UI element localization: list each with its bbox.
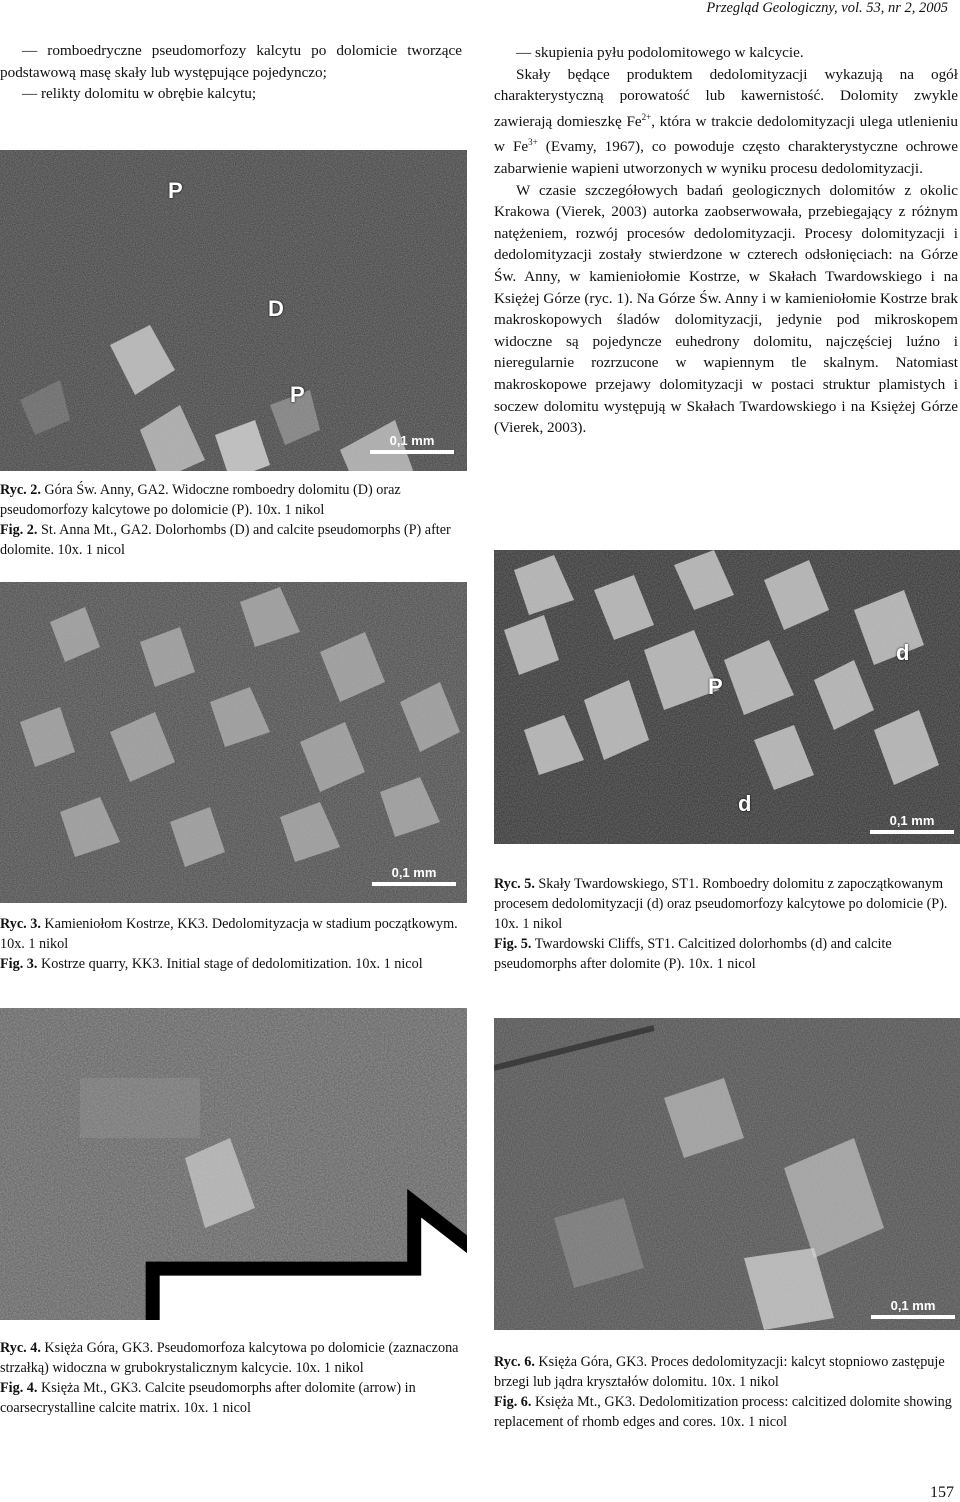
intro-item-1: — romboedryczne pseudomorfozy kalcytu po dolomicie tworzące podstawową masę skały lub występujące pojedynczo; — [0, 42, 462, 81]
fig3-cap-en-label: Fig. 3. — [0, 956, 38, 972]
figure-5-caption — [494, 874, 958, 974]
fig5-cap-en: Twardowski Cliffs, ST1. Calcitized dolorhombs (d) and calcite pseudomorphs after dolomite (P). 10x. 1 nicol — [494, 936, 892, 972]
figure-2-photo — [0, 150, 467, 471]
fig5-label-d1: d — [896, 640, 910, 665]
fig4-cap-pl: Księża Góra, GK3. Pseudomorfoza kalcytowa po dolomicie (zaznaczona strzałką) widoczna w grubokrystalicznym kalcycie. 10x. 1 nikol — [0, 1340, 459, 1376]
fig5-scale-label: 0,1 mm — [889, 813, 935, 828]
fig6-cap-en: Księża Mt., GK3. Dedolomitization process: calcitized dolomite showing replacement of rhomb edges and cores. 10x. 1 nicol — [494, 1394, 952, 1430]
fig4-cap-en: Księża Mt., GK3. Calcite pseudomorphs after dolomite (arrow) in coarsecrystalline calcite matrix. 10x. 1 nicol — [0, 1380, 416, 1416]
fig3-scale-label: 0,1 mm — [391, 865, 437, 880]
right-para-1: — skupienia pyłu podolomitowego w kalcycie. — [516, 44, 804, 61]
fig2-scale-label: 0,1 mm — [389, 433, 435, 448]
fig5-cap-pl-label: Ryc. 5. — [494, 876, 535, 892]
fig5-cap-en-label: Fig. 5. — [494, 936, 532, 952]
fig4-scale-bar — [372, 1289, 456, 1310]
fig3-cap-pl-label: Ryc. 3. — [0, 916, 41, 932]
fig3-cap-pl: Kamieniołom Kostrze, KK3. Dedolomityzacja w stadium początkowym. 10x. 1 nikol — [0, 916, 458, 952]
right-para-2: Skały będące produktem dedolomityzacji wykazują na ogół charakterystyczną porowatość lub kawernistość. Dolomity zwykle zawierają domieszkę $Fe^{2+}$, która w trakcie dedolomityzacji ulega utlenieniu w $Fe^{3+}$ (Evamy, 1967), co powoduje często charakterystyczne ochrowe zabarwienie wapieni utworzonych w wyniku procesu dedolomityzacji. — [494, 65, 959, 178]
fig2-label-p2: P — [290, 382, 305, 407]
fig2-cap-pl-label: Ryc. 2. — [0, 482, 41, 498]
fig6-scale-bar — [871, 1298, 955, 1319]
figure-3-photo — [0, 582, 467, 903]
fig6-cap-pl: Księża Góra, GK3. Proces dedolomityzacji: kalcyt stopniowo zastępuje brzegi lub jądra kryształów dolomitu. 10x. 1 nikol — [494, 1354, 945, 1390]
figure-4-photo — [0, 1008, 467, 1320]
fig4-scale-label: 0,1 mm — [391, 1289, 437, 1304]
figure-6-caption — [494, 1352, 958, 1432]
fig2-scale-bar — [370, 433, 454, 454]
figure-3-caption — [0, 914, 466, 974]
figure-6-photo — [494, 1018, 960, 1330]
figure-4-caption — [0, 1338, 470, 1418]
left-intro — [0, 40, 462, 105]
fig5-cap-pl: Skały Twardowskiego, ST1. Romboedry dolomitu z zapoczątkowanym procesem dedolomityzacji (d) oraz pseudomorfozy kalcytowe po dolomicie (P). 10x. 1 nikol — [494, 876, 948, 932]
journal-header: Przegląd Geologiczny, vol. 53, nr 2, 2005 — [706, 0, 948, 16]
fig5-label-d2: d — [738, 791, 752, 816]
figure-2-caption — [0, 480, 466, 560]
fig3-scale-bar — [372, 865, 456, 886]
fig6-scale-label: 0,1 mm — [890, 1298, 936, 1313]
fig6-cap-en-label: Fig. 6. — [494, 1394, 532, 1410]
right-text-column — [494, 42, 958, 439]
fig2-cap-en-label: Fig. 2. — [0, 522, 38, 538]
fig2-cap-pl: Góra Św. Anny, GA2. Widoczne romboedry dolomitu (D) oraz pseudomorfozy kalcytowe po dolomicie (P). 10x. 1 nikol — [0, 482, 401, 518]
figure-5-photo — [494, 550, 960, 844]
fig5-scale-bar — [870, 813, 954, 834]
fig3-cap-en: Kostrze quarry, KK3. Initial stage of dedolomitization. 10x. 1 nicol — [37, 956, 423, 972]
fig2-label-d: D — [268, 296, 284, 321]
fig5-label-p: P — [708, 674, 723, 699]
fig2-cap-en: St. Anna Mt., GA2. Dolorhombs (D) and calcite pseudomorphs (P) after dolomite. 10x. 1 nicol — [0, 522, 451, 558]
fig4-cap-en-label: Fig. 4. — [0, 1380, 38, 1396]
fig6-cap-pl-label: Ryc. 6. — [494, 1354, 535, 1370]
fig2-label-p1: P — [168, 178, 183, 203]
right-para-3: W czasie szczegółowych badań geologicznych dolomitów z okolic Krakowa (Vierek, 2003) autorka zaobserwowała, przebiegający z różnym natężeniem, rozwój procesów dedolomityzacji. Procesy dolomityzacji i dedolomityzacji zostały stwierdzone w czterech odsłonięciach: na Górze Św. Anny, w kamieniołomie Kostrze, w Skałach Twardowskiego i na Księżej Górze (ryc. 1). Na Górze Św. Anny i w kamieniołomie Kostrze brak makroskopowych śladów dolomityzacji, jedynie pod mikroskopem widoczne są pojedyncze euhedrony dolomitu, najczęściej luźno i nieregularnie rozrzucone w wapiennym tle skalnym. Natomiast makroskopowe przejawy dolomityzacji w postaci struktur plamistych i soczew dolomitu występują w Skałach Twardowskiego i na Księżej Górze (Vierek, 2003). — [494, 181, 958, 437]
page-number: 157 — [930, 1484, 954, 1501]
fig4-cap-pl-label: Ryc. 4. — [0, 1340, 41, 1356]
intro-item-2: — relikty dolomitu w obrębie kalcytu; — [22, 85, 257, 103]
